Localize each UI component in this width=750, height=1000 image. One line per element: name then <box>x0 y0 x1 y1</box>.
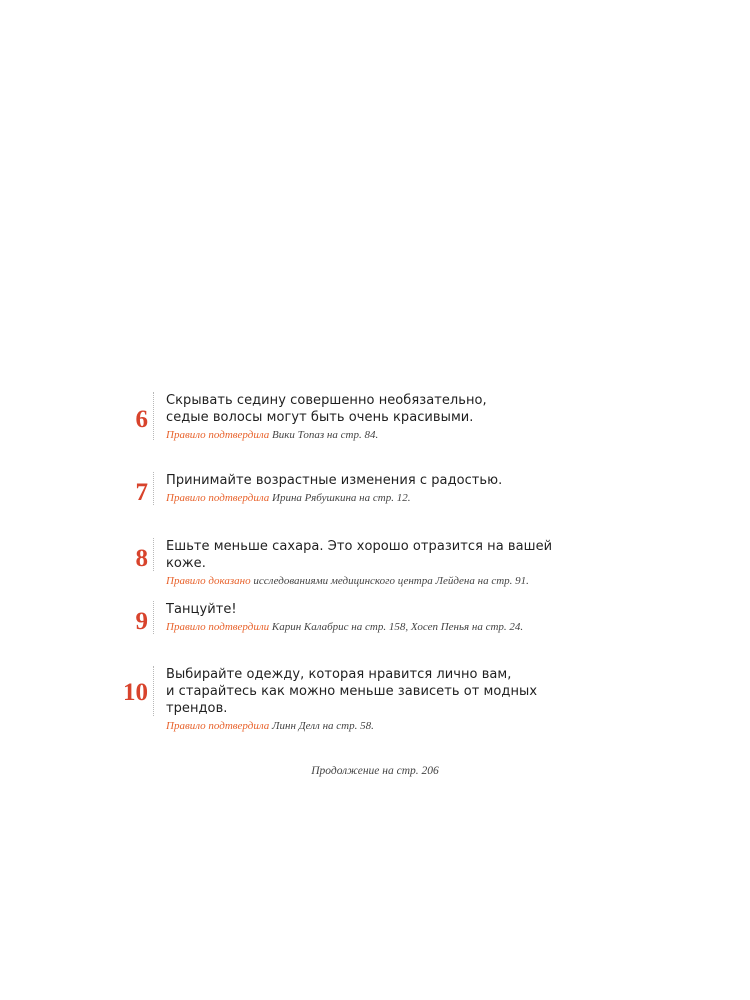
rule-body <box>166 472 586 506</box>
rule-text: Выбирайте одежду, которая нравится лично вам, и старайтесь как можно меньше зависеть от модных трендов. <box>166 667 538 716</box>
credit-label: Правило доказано <box>166 575 251 587</box>
rule-text: Танцуйте! <box>166 602 237 617</box>
credit-source: Вики Топаз на стр. 84. <box>269 429 379 441</box>
rule-item-9 <box>0 601 750 637</box>
credit-label: Правило подтвердила <box>166 429 270 441</box>
rule-divider <box>153 472 154 505</box>
credit-source: исследованиями медицинского центра Лейдена на стр. 91. <box>250 575 529 587</box>
rule-divider <box>153 601 154 634</box>
rule-text: Принимайте возрастные изменения с радостью. <box>166 473 503 488</box>
rule-number: 6 <box>135 406 148 433</box>
rule-body <box>166 666 586 734</box>
rule-credit <box>166 620 586 635</box>
rule-number: 9 <box>135 608 148 635</box>
rule-item-8 <box>0 538 750 587</box>
rule-item-7 <box>0 472 750 508</box>
credit-label: Правило подтвердила <box>166 492 270 504</box>
rule-divider <box>153 392 154 440</box>
rule-text: Ешьте меньше сахара. Это хорошо отразится на вашей коже. <box>166 539 553 571</box>
rule-number: 7 <box>135 479 148 506</box>
credit-source: Линн Делл на стр. 58. <box>269 720 374 732</box>
rule-divider <box>153 666 154 716</box>
rule-credit <box>166 574 586 589</box>
credit-source: Карин Калабрис на стр. 158, Хосеп Пенья на стр. 24. <box>269 621 524 633</box>
credit-source: Ирина Рябушкина на стр. 12. <box>269 492 411 504</box>
credit-label: Правило подтвердила <box>166 720 270 732</box>
rule-body <box>166 601 586 635</box>
rule-number: 8 <box>135 545 148 572</box>
rule-credit <box>166 491 586 506</box>
rule-body <box>166 538 586 589</box>
rule-body <box>166 392 586 443</box>
rule-text: Скрывать седину совершенно необязательно, седые волосы могут быть очень красивыми. <box>166 393 487 425</box>
continuation-note: Продолжение на стр. 206 <box>311 765 439 777</box>
rule-credit <box>166 719 586 734</box>
rule-item-10 <box>0 666 750 732</box>
rule-credit <box>166 428 586 443</box>
credit-label: Правило подтвердили <box>166 621 270 633</box>
rule-number: 10 <box>123 679 148 706</box>
rule-item-6 <box>0 392 750 444</box>
rule-divider <box>153 538 154 571</box>
